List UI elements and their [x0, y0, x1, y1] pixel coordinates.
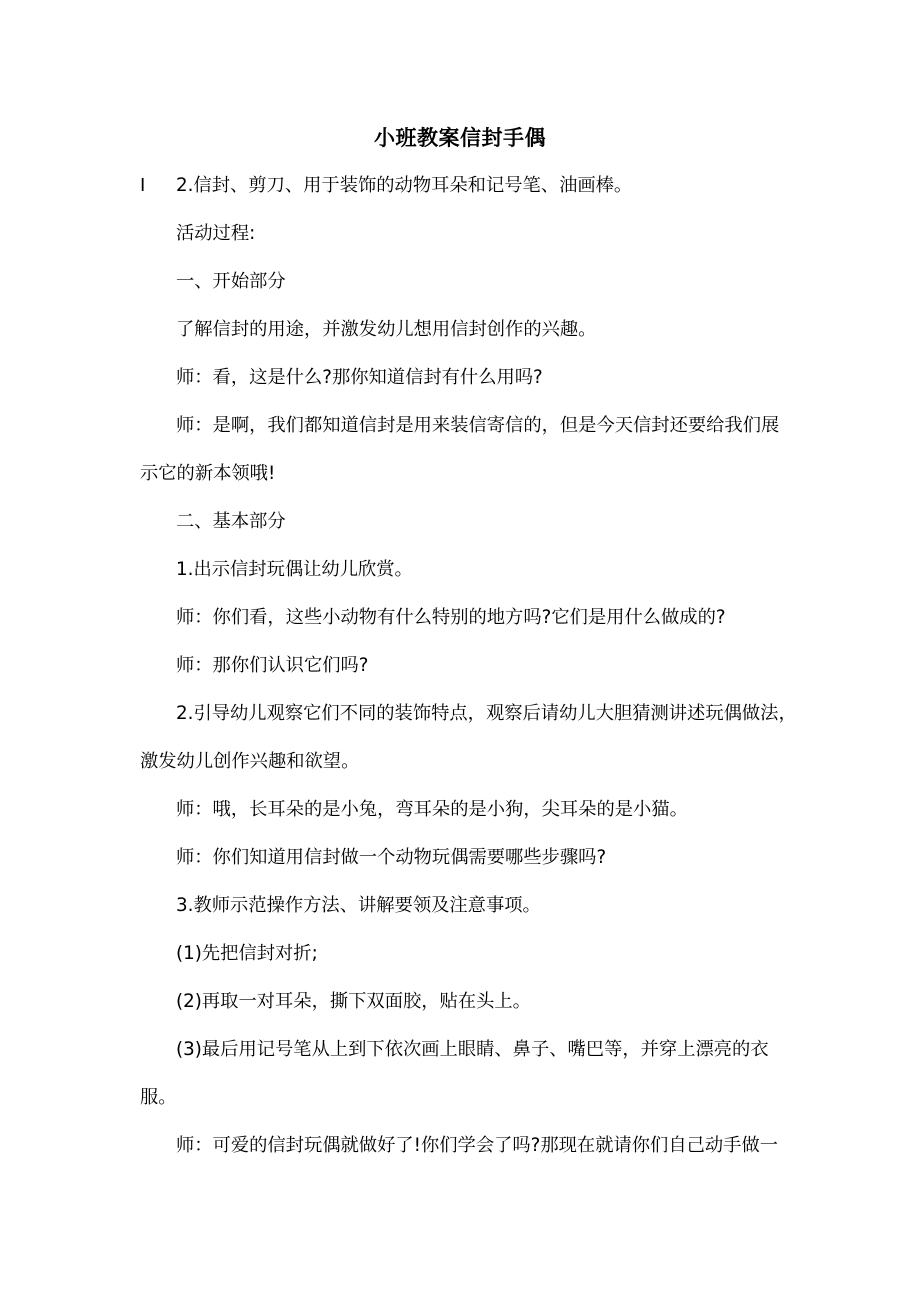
step-2-continued: 激发幼儿创作兴趣和欲望。	[140, 751, 360, 772]
dialogue-line-continued: 示它的新本领哦!	[140, 463, 276, 484]
step-3: 3.教师示范操作方法、讲解要领及注意事项。	[176, 895, 541, 916]
dialogue-line: 师：那你们认识它们吗?	[176, 655, 369, 676]
substep-1: (1)先把信封对折;	[176, 943, 318, 964]
substep-3: (3)最后用记号笔从上到下依次画上眼睛、鼻子、嘴巴等，并穿上漂亮的衣	[176, 1039, 769, 1060]
dialogue-line: 师：看，这是什么?那你知道信封有什么用吗?	[176, 367, 543, 388]
paragraph-envelope-purpose: 了解信封的用途，并激发幼儿想用信封创作的兴趣。	[176, 319, 597, 340]
dialogue-line: 师：可爱的信封玩偶就做好了!你们学会了吗?那现在就请你们自己动手做一	[176, 1135, 779, 1156]
dialogue-line: 师：哦，长耳朵的是小兔，弯耳朵的是小狗，尖耳朵的是小猫。	[176, 799, 688, 820]
substep-2: (2)再取一对耳朵，撕下双面胶，贴在头上。	[176, 991, 531, 1012]
heading-opening-section: 一、开始部分	[176, 271, 286, 292]
heading-activity-process: 活动过程:	[176, 223, 256, 244]
margin-mark: I	[140, 175, 146, 196]
step-1: 1.出示信封玩偶让幼儿欣赏。	[176, 559, 413, 580]
dialogue-line: 师：你们看，这些小动物有什么特别的地方吗?它们是用什么做成的?	[176, 607, 726, 628]
page-title: 小班教案信封手偶	[374, 126, 546, 150]
dialogue-line: 师：是啊，我们都知道信封是用来装信寄信的，但是今天信封还要给我们展	[176, 415, 780, 436]
dialogue-line: 师：你们知道用信封做一个动物玩偶需要哪些步骤吗?	[176, 847, 607, 868]
substep-3-continued: 服。	[140, 1087, 177, 1108]
heading-basic-section: 二、基本部分	[176, 511, 286, 532]
step-2: 2.引导幼儿观察它们不同的装饰特点，观察后请幼儿大胆猜测讲述玩偶做法，	[176, 703, 797, 724]
paragraph-materials: 2.信封、剪刀、用于装饰的动物耳朵和记号笔、油画棒。	[176, 175, 633, 196]
